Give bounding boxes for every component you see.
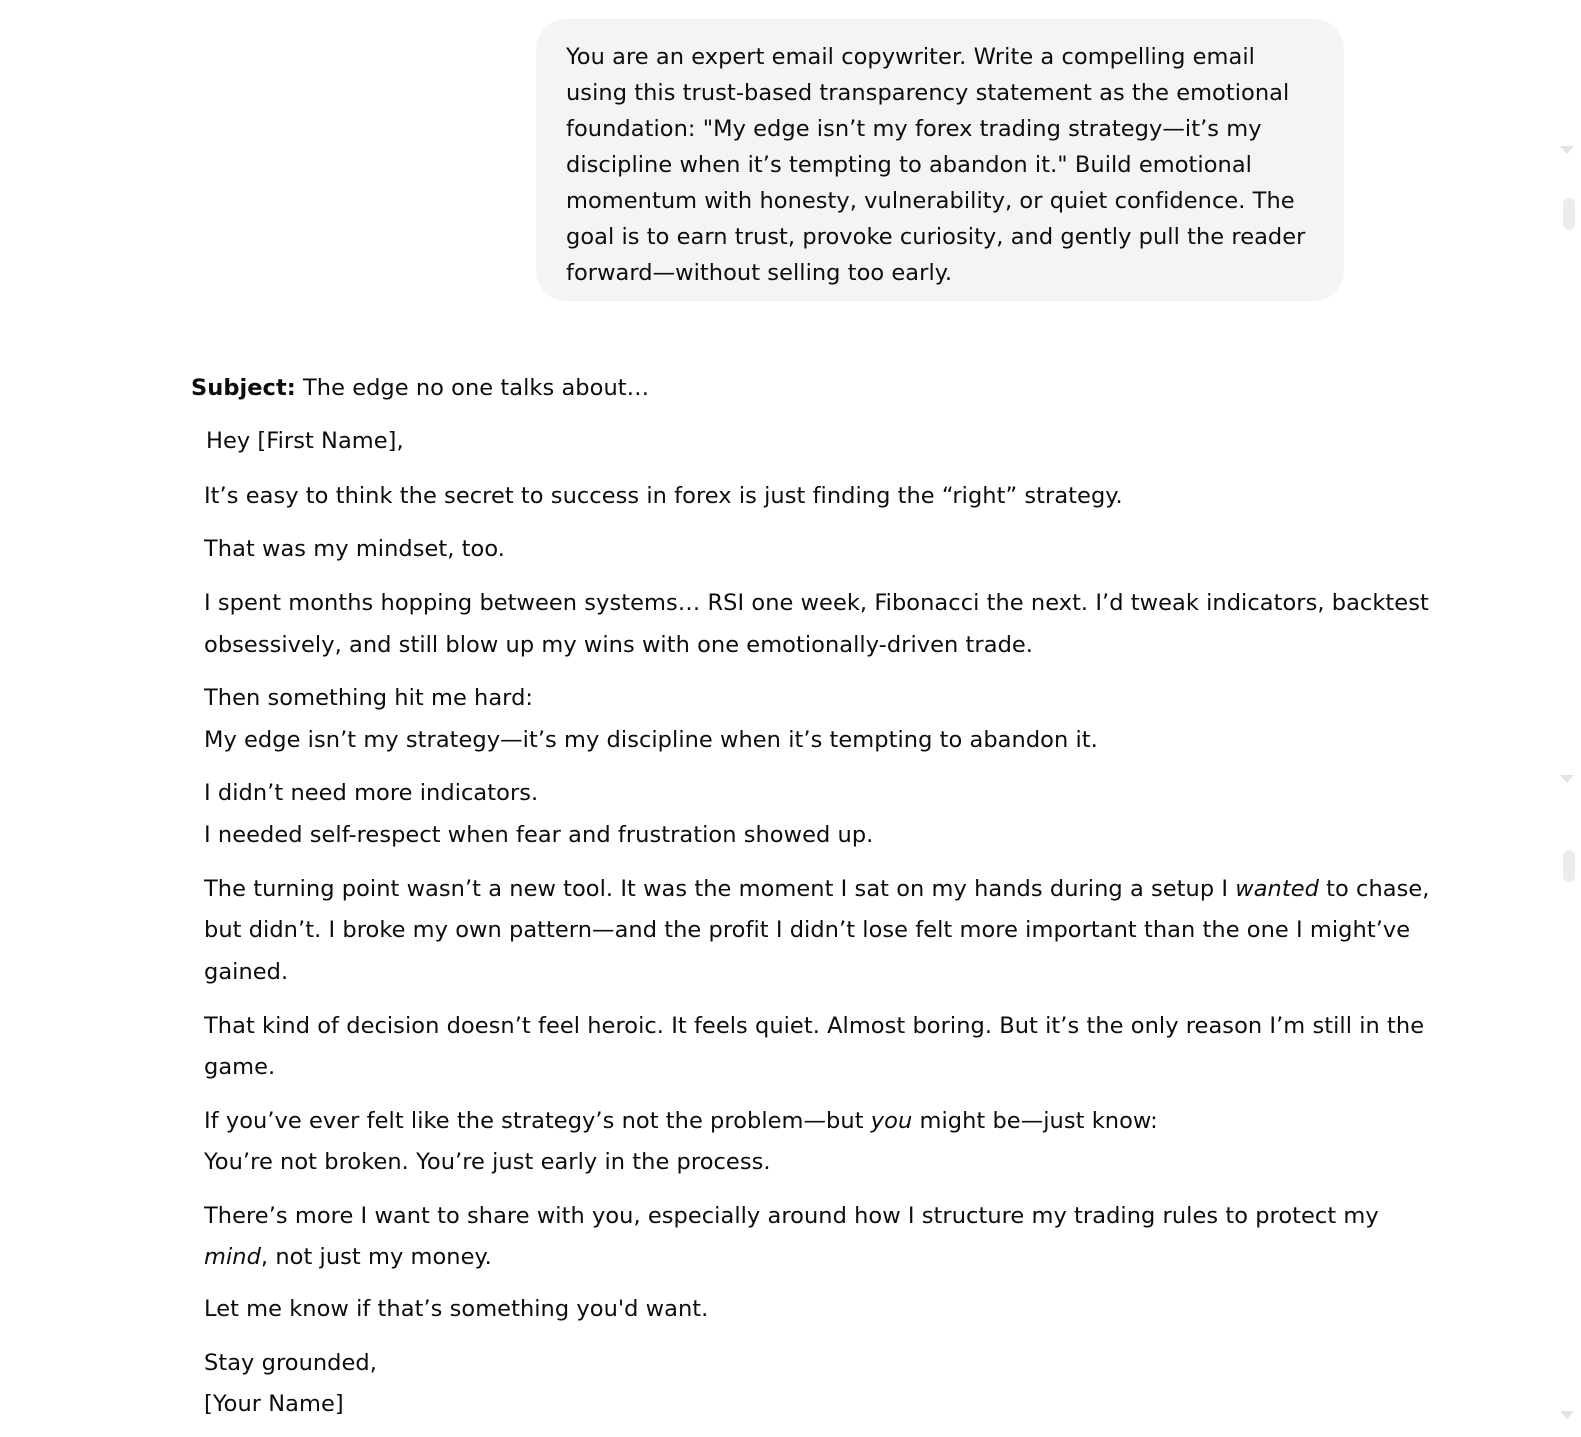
email-signature-name: [Your Name] — [204, 1391, 344, 1417]
email-paragraph-line — [204, 1242, 492, 1272]
email-paragraph-line: There’s more I want to share with you, especially around how I structure my trading rules to protect my — [204, 1203, 1379, 1229]
scroll-down-arrow-icon[interactable] — [1560, 146, 1574, 154]
emphasis: mind — [204, 1244, 261, 1270]
email-paragraph-line: That kind of decision doesn’t feel heroic. It feels quiet. Almost boring. But it’s the only reason I’m still in the — [204, 1013, 1425, 1039]
email-paragraph-line: Then something hit me hard: — [204, 685, 534, 711]
email-signoff: Stay grounded, — [204, 1350, 377, 1376]
email-subject — [191, 373, 649, 403]
user-message-bubble — [536, 19, 1344, 301]
email-paragraph: Let me know if that’s something you'd want. — [204, 1296, 709, 1322]
text-run: might be—just know: — [912, 1108, 1158, 1134]
email-paragraph-line: I spent months hopping between systems… RSI one week, Fibonacci the next. I’d tweak indicators, backtest — [204, 590, 1429, 616]
text-run: to chase, — [1318, 876, 1430, 902]
email-paragraph-line: obsessively, and still blow up my wins with one emotionally-driven trade. — [204, 632, 1033, 658]
email-paragraph-line: gained. — [204, 959, 289, 985]
email-greeting: Hey [First Name], — [206, 428, 404, 454]
email-paragraph-line: I needed self-respect when fear and frustration showed up. — [204, 822, 874, 848]
subject-text: The edge no one talks about… — [295, 375, 650, 401]
scroll-down-arrow-icon[interactable] — [1560, 775, 1574, 783]
text-run: If you’ve ever felt like the strategy’s not the problem—but — [204, 1108, 871, 1134]
email-paragraph-line — [204, 874, 1430, 904]
email-paragraph-line: game. — [204, 1054, 276, 1080]
scrollbar-thumb[interactable] — [1563, 850, 1575, 882]
emphasis: wanted — [1235, 876, 1319, 902]
email-paragraph-line — [204, 1106, 1158, 1136]
scroll-down-arrow-icon[interactable] — [1560, 1411, 1574, 1419]
email-paragraph-line: I didn’t need more indicators. — [204, 780, 539, 806]
scrollbar-thumb[interactable] — [1563, 198, 1575, 230]
email-paragraph: It’s easy to think the secret to success in forex is just finding the “right” strategy. — [204, 483, 1123, 509]
scrollbar-track[interactable] — [1555, 0, 1581, 1437]
email-paragraph-line: but didn’t. I broke my own pattern—and the profit I didn’t lose felt more important than the one I might’ve — [204, 917, 1411, 943]
email-paragraph: That was my mindset, too. — [204, 536, 505, 562]
text-run: The turning point wasn’t a new tool. It was the moment I sat on my hands during a setup I — [204, 876, 1236, 902]
user-message-text: You are an expert email copywriter. Write a compelling email using this trust-based transparency statement as the emotional foundation: "My edge isn’t my forex trading strategy—it’s my discipline when it’s tempting to abandon it." Build emotional momentum with honesty, vulnerability, or quiet confidence. The goal is to earn trust, provoke curiosity, and gently pull the reader forward—without selling too early. — [566, 44, 1306, 286]
text-run: , not just my money. — [260, 1244, 492, 1270]
key-statement: My edge isn’t my strategy—it’s my discipline when it’s tempting to abandon it. — [204, 727, 1098, 753]
emphasis: you — [870, 1108, 913, 1134]
email-paragraph-line: You’re not broken. You’re just early in the process. — [204, 1149, 771, 1175]
subject-label: Subject: — [191, 375, 296, 401]
